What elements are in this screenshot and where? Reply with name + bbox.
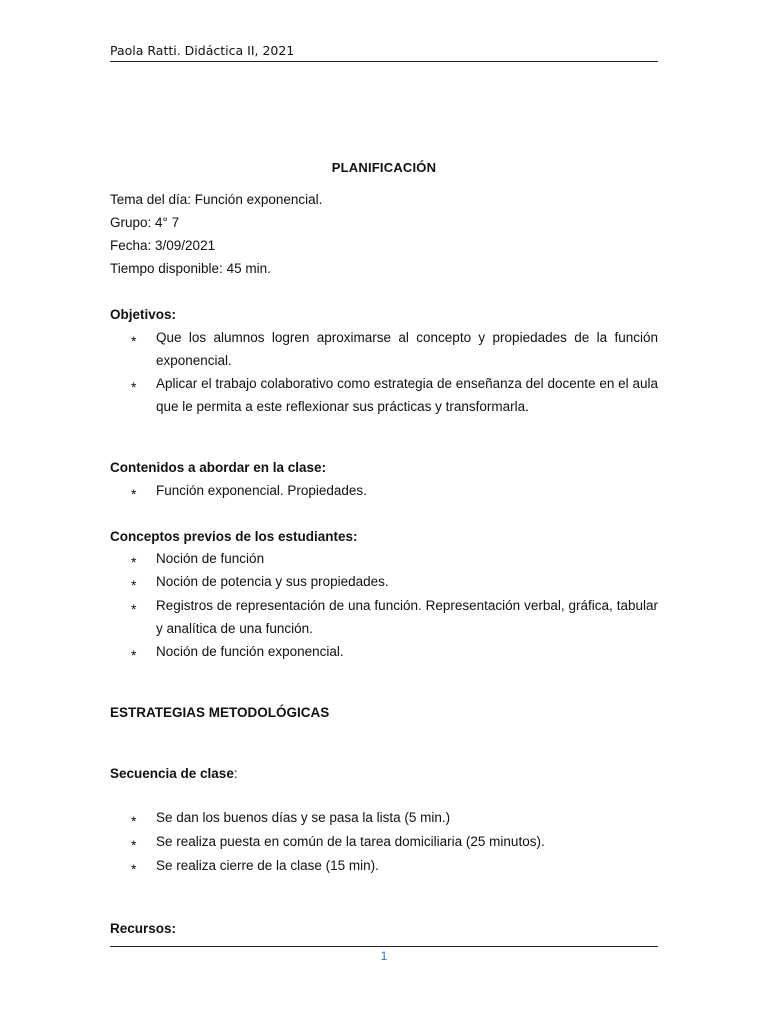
concepto-item: Noción de función exponencial. bbox=[156, 644, 344, 659]
estrategias-heading: ESTRATEGIAS METODOLÓGICAS bbox=[110, 705, 330, 720]
bullet-star-icon: * bbox=[131, 647, 137, 663]
bullet-star-icon: * bbox=[131, 601, 137, 617]
bullet-star-icon: * bbox=[131, 554, 137, 570]
concepto-item: Noción de potencia y sus propiedades. bbox=[156, 574, 389, 589]
secuencia-heading-line bbox=[110, 766, 238, 781]
header-rule bbox=[110, 61, 658, 62]
concepto-item: Registros de representación de una función. Representación verbal, gráfica, tabular y analítica de una función. bbox=[156, 598, 658, 636]
tema-line: Tema del día: Función exponencial. bbox=[110, 192, 323, 207]
secuencia-colon: : bbox=[233, 766, 238, 781]
bullet-star-icon: * bbox=[131, 813, 137, 829]
objetivo-item: Aplicar el trabajo colaborativo como estrategia de enseñanza del docente en el aula que le permita a este reflexionar sus prácticas y transformarla. bbox=[156, 376, 658, 414]
page-header: Paola Ratti. Didáctica II, 2021 bbox=[110, 43, 295, 58]
bullet-star-icon: * bbox=[131, 577, 137, 593]
footer-rule bbox=[110, 946, 658, 947]
bullet-star-icon: * bbox=[131, 379, 137, 395]
concepto-item: Noción de función bbox=[156, 551, 265, 566]
contenido-item: Función exponencial. Propiedades. bbox=[156, 483, 367, 498]
secuencia-item: Se realiza puesta en común de la tarea domiciliaria (25 minutos). bbox=[156, 834, 545, 849]
contenidos-heading: Contenidos a abordar en la clase: bbox=[110, 460, 327, 475]
grupo-line: Grupo: 4° 7 bbox=[110, 215, 180, 230]
tiempo-line: Tiempo disponible: 45 min. bbox=[110, 261, 271, 276]
objetivos-heading: Objetivos: bbox=[110, 307, 177, 322]
bullet-star-icon: * bbox=[131, 837, 137, 853]
fecha-line: Fecha: 3/09/2021 bbox=[110, 238, 216, 253]
secuencia-item: Se dan los buenos días y se pasa la lista (5 min.) bbox=[156, 810, 451, 825]
conceptos-heading: Conceptos previos de los estudiantes: bbox=[110, 529, 358, 544]
bullet-star-icon: * bbox=[131, 486, 137, 502]
secuencia-heading: Secuencia de clase bbox=[110, 766, 234, 781]
document-title: PLANIFICACIÓN bbox=[331, 160, 437, 175]
objetivo-item: Que los alumnos logren aproximarse al concepto y propiedades de la función exponencial. bbox=[156, 330, 658, 368]
secuencia-item: Se realiza cierre de la clase (15 min). bbox=[156, 858, 379, 873]
recursos-heading: Recursos: bbox=[110, 921, 177, 936]
page-number: 1 bbox=[380, 949, 388, 963]
bullet-star-icon: * bbox=[131, 333, 137, 349]
bullet-star-icon: * bbox=[131, 861, 137, 877]
